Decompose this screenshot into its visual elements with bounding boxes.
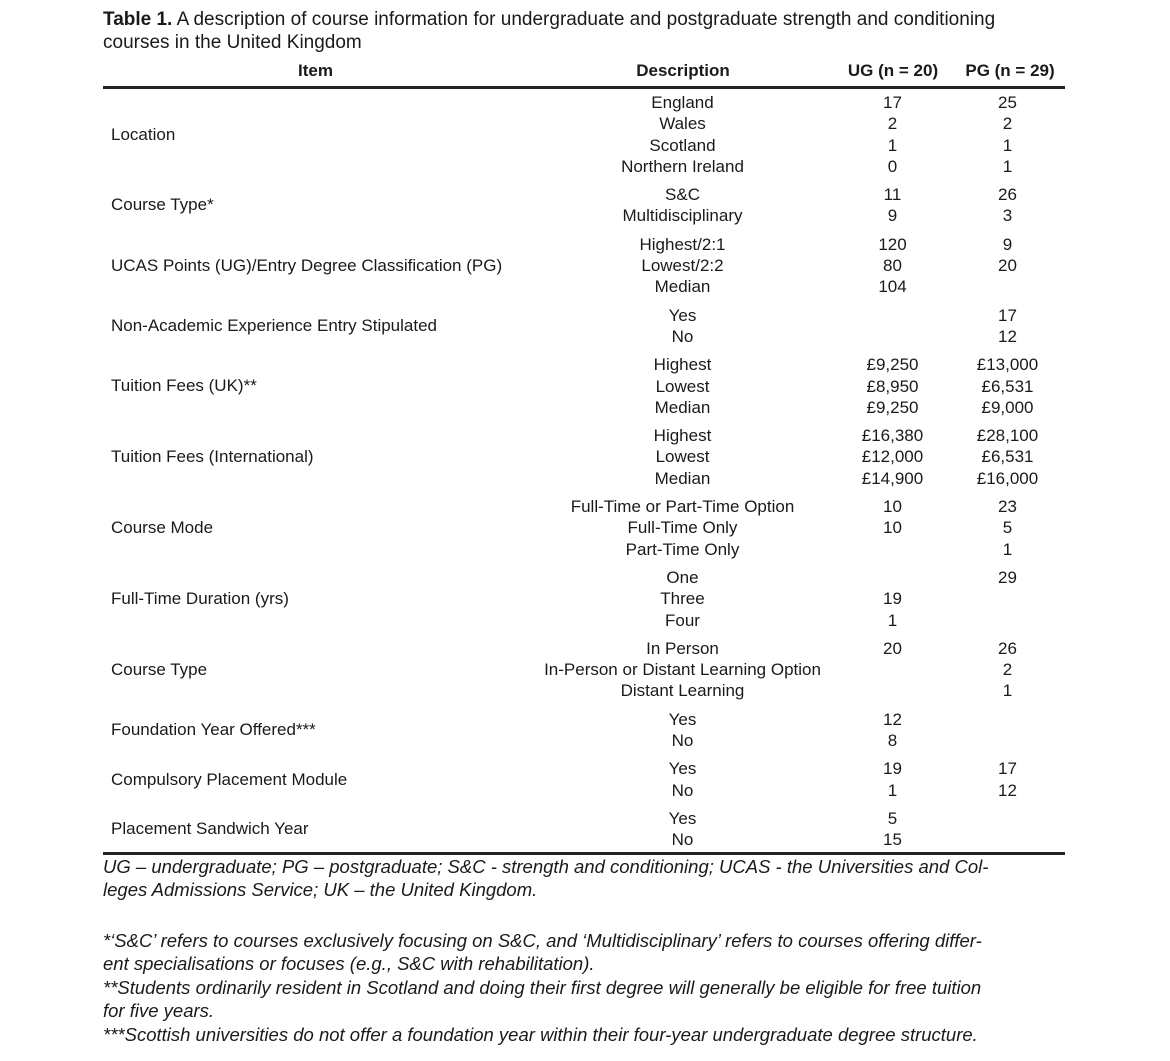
description-cell: Yes <box>668 709 697 729</box>
ug-cell: £9,250 <box>866 355 919 375</box>
caption-label: Table 1. <box>103 9 173 30</box>
table-figure <box>103 8 1065 1046</box>
ug-cell: 1 <box>887 780 898 800</box>
table-row-group <box>103 425 1065 489</box>
table-row <box>530 808 1065 829</box>
item-label: Location <box>111 124 176 144</box>
ug-cell: £16,380 <box>861 426 924 446</box>
table-header <box>103 56 1065 89</box>
description-cell: Median <box>654 277 711 297</box>
pg-cell: £16,000 <box>976 468 1039 488</box>
description-cell: In Person <box>646 638 719 658</box>
pg-cell: 12 <box>998 326 1017 346</box>
description-cell: Northern Ireland <box>621 156 744 176</box>
pg-cell: £28,100 <box>976 426 1039 446</box>
description-cell: Lowest <box>655 376 710 396</box>
pg-cell <box>950 610 1065 631</box>
table-row <box>530 659 1065 680</box>
pg-cell <box>950 276 1065 297</box>
ug-cell: 11 <box>883 185 902 205</box>
pg-cell: 2 <box>1002 660 1013 680</box>
pg-cell: 26 <box>998 185 1017 205</box>
description-cell: No <box>671 830 694 850</box>
ug-cell: 1 <box>887 135 898 155</box>
description-cell: In-Person or Distant Learning Option <box>544 660 821 680</box>
ug-cell: 19 <box>883 589 902 609</box>
description-cell: Yes <box>668 808 697 828</box>
table-row <box>530 780 1065 801</box>
table-row <box>530 829 1065 850</box>
ug-cell: 9 <box>887 206 898 226</box>
table-row <box>530 234 1065 255</box>
table-row <box>530 326 1065 347</box>
table-row <box>530 354 1065 375</box>
table-row <box>530 276 1065 297</box>
table-row <box>530 184 1065 205</box>
table-row-group <box>103 496 1065 560</box>
item-label: Full-Time Duration (yrs) <box>111 588 289 608</box>
footnote-1 <box>103 929 1065 976</box>
pg-cell <box>950 808 1065 829</box>
ug-cell: 17 <box>883 93 902 112</box>
table-row <box>530 610 1065 631</box>
item-label: Course Mode <box>111 517 214 537</box>
description-cell: Three <box>660 589 705 609</box>
description-cell: Yes <box>668 305 697 325</box>
table-row <box>530 588 1065 609</box>
pg-cell: £9,000 <box>981 397 1034 417</box>
description-cell: Lowest/2:2 <box>641 256 724 276</box>
ug-cell: £9,250 <box>866 397 919 417</box>
item-label: Tuition Fees (International) <box>111 447 314 467</box>
ug-cell: 10 <box>883 518 902 538</box>
table-row-group <box>103 638 1065 702</box>
table-row-group <box>103 808 1065 851</box>
ug-cell: 2 <box>887 114 898 134</box>
ug-cell: 1 <box>887 610 898 630</box>
ug-cell: 5 <box>887 808 898 828</box>
description-cell: Lowest <box>655 447 710 467</box>
note-line: *‘S&C’ refers to courses exclusively focusing on S&C, and ‘Multidisciplinary’ refers to courses offering differ- <box>103 929 982 951</box>
description-cell: Highest <box>653 426 712 446</box>
footnote-3: ***Scottish universities do not offer a foundation year within their four-year undergraduate degree structure. <box>103 1023 978 1045</box>
description-cell: Highest <box>653 355 712 375</box>
ug-cell: £8,950 <box>866 376 919 396</box>
header-ug: UG (n = 20) <box>847 61 939 80</box>
ug-cell: 8 <box>887 731 898 751</box>
pg-cell: 23 <box>998 497 1017 517</box>
table-row <box>530 468 1065 489</box>
header-item: Item <box>298 61 333 80</box>
table-row <box>530 205 1065 226</box>
description-cell: Distant Learning <box>620 681 745 701</box>
table-row <box>530 638 1065 659</box>
item-label: Non-Academic Experience Entry Stipulated <box>111 315 437 335</box>
table-row <box>530 135 1065 156</box>
table-row <box>530 539 1065 560</box>
ug-cell: £14,900 <box>861 468 924 488</box>
ug-cell <box>835 305 950 326</box>
table-row-group <box>103 184 1065 227</box>
pg-cell: 25 <box>998 93 1017 112</box>
pg-cell <box>950 588 1065 609</box>
table-row-group <box>103 234 1065 298</box>
pg-cell: 26 <box>998 638 1017 658</box>
table-body <box>103 89 1065 855</box>
ug-cell <box>835 539 950 560</box>
table-row <box>530 113 1065 134</box>
description-cell: Full-Time Only <box>627 518 738 538</box>
pg-cell: 20 <box>998 256 1017 276</box>
pg-cell: 29 <box>998 567 1017 587</box>
note-line: ent specialisations or focuses (e.g., S&C with rehabilitation). <box>103 953 595 974</box>
pg-cell: 5 <box>1002 518 1013 538</box>
description-cell: Scotland <box>649 135 716 155</box>
ug-cell <box>835 567 950 588</box>
footnote-2 <box>103 976 1065 1023</box>
pg-cell <box>950 709 1065 730</box>
table-row-group <box>103 354 1065 418</box>
description-cell: Highest/2:1 <box>639 234 726 254</box>
table-row <box>530 255 1065 276</box>
description-cell: Four <box>665 610 700 630</box>
table-row <box>530 567 1065 588</box>
table-row-group <box>103 567 1065 631</box>
pg-cell: £6,531 <box>981 447 1034 467</box>
pg-cell: 17 <box>998 305 1017 325</box>
description-cell: S&C <box>665 185 700 205</box>
description-cell: Part-Time Only <box>625 539 740 559</box>
item-label: Tuition Fees (UK)** <box>111 376 257 396</box>
pg-cell: 12 <box>998 780 1017 800</box>
description-cell: Full-Time or Part-Time Option <box>570 497 795 517</box>
ug-cell <box>835 326 950 347</box>
pg-cell: 1 <box>1002 681 1013 701</box>
description-cell: Multidisciplinary <box>622 206 743 226</box>
table-row <box>530 305 1065 326</box>
table-row <box>530 758 1065 779</box>
ug-cell: 10 <box>883 497 902 517</box>
table-row <box>530 92 1065 113</box>
ug-cell: 120 <box>878 234 907 254</box>
ug-cell <box>835 659 950 680</box>
table-row <box>530 376 1065 397</box>
description-cell: One <box>666 567 699 587</box>
item-label: Placement Sandwich Year <box>111 819 309 839</box>
table-row <box>530 680 1065 701</box>
pg-cell: £6,531 <box>981 376 1034 396</box>
pg-cell <box>950 730 1065 751</box>
table-row <box>530 425 1065 446</box>
description-cell: No <box>671 731 694 751</box>
table-row <box>530 496 1065 517</box>
pg-cell: £13,000 <box>976 355 1039 375</box>
note-line: **Students ordinarily resident in Scotland and doing their first degree will generally be eligible for free tuition <box>103 976 982 998</box>
description-cell: England <box>651 93 714 112</box>
description-cell: No <box>671 326 694 346</box>
description-cell: Median <box>654 397 711 417</box>
pg-cell: 1 <box>1002 539 1013 559</box>
item-label: Course Type* <box>111 195 214 215</box>
table-row <box>530 397 1065 418</box>
description-cell: Yes <box>668 759 697 779</box>
note-line: leges Admissions Service; UK – the United Kingdom. <box>103 879 538 900</box>
table-row-group <box>103 758 1065 801</box>
table-caption <box>103 8 1065 54</box>
table-row <box>530 730 1065 751</box>
table-row <box>530 517 1065 538</box>
ug-cell: 0 <box>887 156 898 176</box>
table-row-group <box>103 305 1065 348</box>
ug-cell: 19 <box>883 759 902 779</box>
table-row <box>530 709 1065 730</box>
ug-cell: 104 <box>878 277 907 297</box>
header-pg: PG (n = 29) <box>965 61 1055 80</box>
item-label: Course Type <box>111 659 208 679</box>
note-line: UG – undergraduate; PG – postgraduate; S&C - strength and conditioning; UCAS - the Universities and Col- <box>103 855 989 877</box>
header-description: Description <box>636 61 730 80</box>
pg-cell: 1 <box>1002 156 1013 176</box>
description-cell: Wales <box>659 114 706 134</box>
item-label: UCAS Points (UG)/Entry Degree Classification (PG) <box>111 255 503 275</box>
pg-cell: 1 <box>1002 135 1013 155</box>
table-notes <box>103 855 1065 1047</box>
ug-cell: 80 <box>883 256 902 276</box>
item-label: Compulsory Placement Module <box>111 769 348 789</box>
pg-cell <box>950 829 1065 850</box>
ug-cell: 15 <box>883 830 902 850</box>
description-cell: Median <box>654 468 711 488</box>
pg-cell: 17 <box>998 759 1017 779</box>
ug-cell: £12,000 <box>861 447 924 467</box>
table-row-group <box>103 92 1065 177</box>
pg-cell: 3 <box>1002 206 1013 226</box>
ug-cell: 20 <box>883 638 902 658</box>
table-row-group <box>103 709 1065 752</box>
pg-cell: 9 <box>1002 234 1013 254</box>
caption-text: A description of course information for undergraduate and postgraduate strength and conditioning courses in the United Kingdom <box>103 9 996 53</box>
ug-cell: 12 <box>883 709 902 729</box>
note-line: for five years. <box>103 1000 215 1021</box>
ug-cell <box>835 680 950 701</box>
table-row <box>530 156 1065 177</box>
item-label: Foundation Year Offered*** <box>111 720 316 740</box>
abbreviations-note <box>103 855 1065 902</box>
description-cell: No <box>671 780 694 800</box>
table-row <box>530 446 1065 467</box>
pg-cell: 2 <box>1002 114 1013 134</box>
